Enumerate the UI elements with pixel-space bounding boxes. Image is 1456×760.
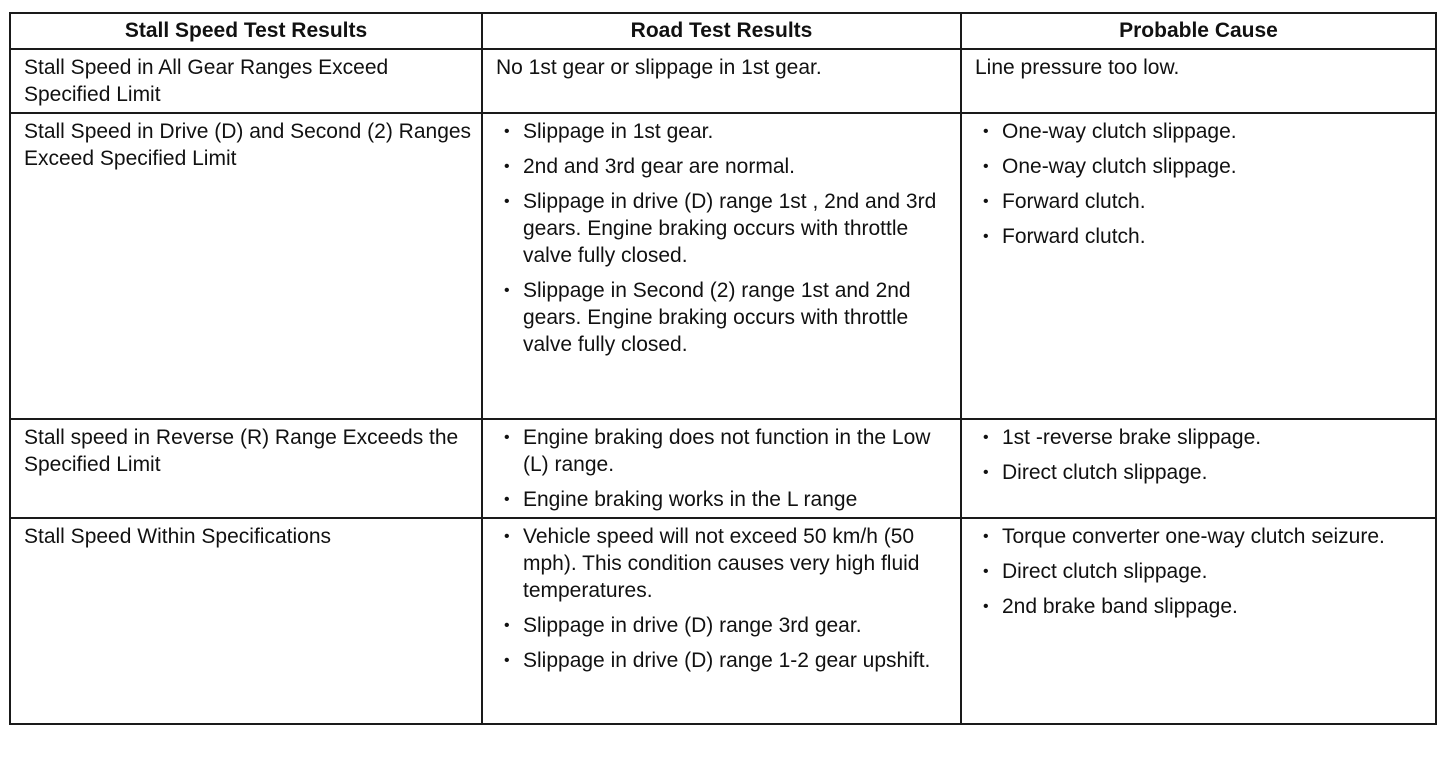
stall-result-cell: Stall Speed in Drive (D) and Second (2) Ranges Exceed Specified Limit <box>10 113 482 419</box>
list-item: • 2nd and 3rd gear are normal. <box>496 153 952 180</box>
stall-speed-test-table <box>9 12 1437 725</box>
list-item: • Forward clutch. <box>975 223 1427 250</box>
road-test-list <box>496 523 952 674</box>
probable-cause-list <box>975 424 1427 486</box>
table-row <box>10 49 1436 113</box>
road-test-cell: No 1st gear or slippage in 1st gear. <box>482 49 961 113</box>
header-probable-cause: Probable Cause <box>961 13 1436 49</box>
road-test-cell <box>482 518 961 724</box>
table-row <box>10 518 1436 724</box>
list-item: • 2nd brake band slippage. <box>975 593 1427 620</box>
road-test-list <box>496 424 952 513</box>
header-stall-speed-test-results: Stall Speed Test Results <box>10 13 482 49</box>
list-item: • Torque converter one-way clutch seizure. <box>975 523 1427 550</box>
list-item: • Slippage in drive (D) range 3rd gear. <box>496 612 952 639</box>
list-item: • Vehicle speed will not exceed 50 km/h (50 mph). This condition causes very high fluid temperatures. <box>496 523 952 604</box>
header-road-test-results: Road Test Results <box>482 13 961 49</box>
probable-cause-cell: Line pressure too low. <box>961 49 1436 113</box>
road-test-list <box>496 118 952 358</box>
stall-result-cell: Stall Speed in All Gear Ranges Exceed Specified Limit <box>10 49 482 113</box>
probable-cause-cell <box>961 113 1436 419</box>
header-row <box>10 13 1436 49</box>
list-item: • Slippage in Second (2) range 1st and 2nd gears. Engine braking occurs with throttle valve fully closed. <box>496 277 952 358</box>
list-item: • Slippage in drive (D) range 1-2 gear upshift. <box>496 647 952 674</box>
table-row <box>10 113 1436 419</box>
probable-cause-list <box>975 523 1427 620</box>
list-item: • Engine braking works in the L range <box>496 486 952 513</box>
list-item: • Direct clutch slippage. <box>975 459 1427 486</box>
list-item: • Forward clutch. <box>975 188 1427 215</box>
stall-result-cell: Stall Speed Within Specifications <box>10 518 482 724</box>
road-test-cell <box>482 419 961 518</box>
road-test-cell <box>482 113 961 419</box>
stall-result-cell: Stall speed in Reverse (R) Range Exceeds the Specified Limit <box>10 419 482 518</box>
list-item: • Slippage in 1st gear. <box>496 118 952 145</box>
probable-cause-cell <box>961 518 1436 724</box>
list-item: • One-way clutch slippage. <box>975 153 1427 180</box>
probable-cause-list <box>975 118 1427 250</box>
probable-cause-cell <box>961 419 1436 518</box>
list-item: • Direct clutch slippage. <box>975 558 1427 585</box>
list-item: • Engine braking does not function in the Low (L) range. <box>496 424 952 478</box>
list-item: • One-way clutch slippage. <box>975 118 1427 145</box>
list-item: • 1st -reverse brake slippage. <box>975 424 1427 451</box>
list-item: • Slippage in drive (D) range 1st , 2nd and 3rd gears. Engine braking occurs with throttle valve fully closed. <box>496 188 952 269</box>
table-row <box>10 419 1436 518</box>
